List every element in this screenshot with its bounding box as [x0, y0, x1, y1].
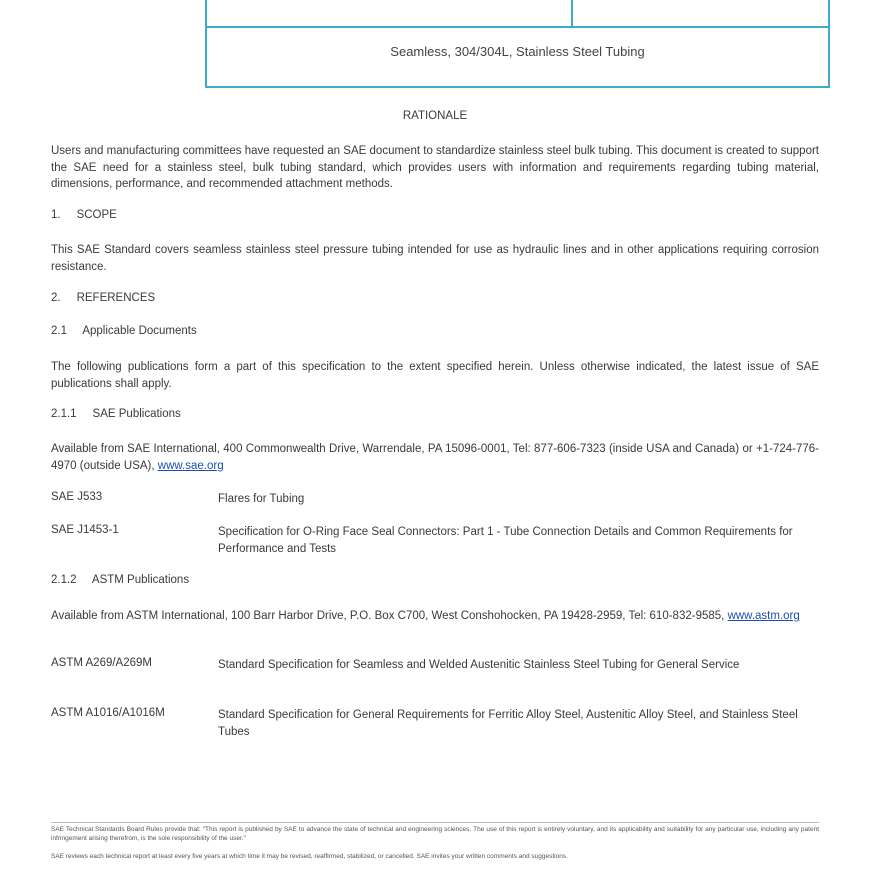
- sae-address: Available from SAE International, 400 Commonwealth Drive, Warrendale, PA 15096-0001, Tel: 877-606-7323 (inside USA and Canada) or +1-724-776-4970 (outside USA),: [51, 443, 819, 472]
- sae-ref-code-2: SAE J1453-1: [51, 524, 119, 536]
- astm-address: Available from ASTM International, 100 Barr Harbor Drive, P.O. Box C700, West Conshohocken, PA 19428-2959, Tel: 610-832-9585,: [51, 610, 725, 622]
- title-box-top-row: [207, 0, 828, 28]
- sae-ref-desc-2: Specification for O-Ring Face Seal Connectors: Part 1 - Tube Connection Details and Common Requirements for Performance and Tests: [218, 526, 793, 555]
- footer-line-1: SAE Technical Standards Board Rules provide that: "This report is published by SAE to advance the state of technical and engineering sciences. The use of this report is entirely voluntary, and its applicability and suitability for any particular use, including any patent infringement arising therefrom, is the sole responsibility of the user.": [51, 826, 819, 842]
- astm-ref-desc-1: Standard Specification for Seamless and Welded Austenitic Stainless Steel Tubing for General Service: [218, 659, 740, 671]
- astm-ref-desc-2: Standard Specification for General Requirements for Ferritic Alloy Steel, Austenitic Alloy Steel, and Stainless Steel Tubes: [218, 709, 798, 738]
- footer-line-2: SAE reviews each technical report at least every five years at which time it may be revised, reaffirmed, stabilized, or cancelled. SAE invites your written comments and suggestions.: [51, 853, 568, 860]
- astm-website-link[interactable]: www.astm.org: [727, 610, 800, 622]
- astm-ref-code-2: ASTM A1016/A1016M: [51, 707, 165, 719]
- astm-ref-code-1: ASTM A269/A269M: [51, 657, 152, 669]
- applicable-documents-heading: 2.1 Applicable Documents: [51, 325, 197, 337]
- scope-text: This SAE Standard covers seamless stainless steel pressure tubing intended for use as hydraulic lines and in other applications requiring corrosion resistance.: [51, 244, 819, 273]
- astm-publications-heading: 2.1.2 ASTM Publications: [51, 574, 190, 586]
- astm-publications-text: [51, 608, 819, 625]
- sae-ref-code-1: SAE J533: [51, 491, 103, 503]
- sae-ref-desc-1: Flares for Tubing: [218, 493, 305, 505]
- rationale-text: Users and manufacturing committees have requested an SAE document to standardize stainless steel bulk tubing. This document is created to support the SAE need for a stainless steel, bulk tubing standard, which provides users with information and requirements regarding tubing material, dimensions, performance, and recommended attachment methods.: [51, 145, 819, 190]
- title-box: [205, 0, 830, 88]
- sae-publications-text: [51, 441, 819, 474]
- scope-heading: 1. SCOPE: [51, 209, 117, 221]
- title-box-divider: [571, 0, 573, 26]
- rationale-heading: RATIONALE: [402, 110, 468, 122]
- applicable-documents-text: The following publications form a part of this specification to the extent specified herein. Unless otherwise indicated, the latest issue of SAE publications shall apply.: [51, 361, 819, 390]
- sae-publications-heading: 2.1.1 SAE Publications: [51, 408, 181, 420]
- sae-website-link[interactable]: www.sae.org: [157, 459, 224, 472]
- footer-divider: [51, 822, 819, 823]
- references-heading: 2. REFERENCES: [51, 292, 156, 304]
- document-title: Seamless, 304/304L, Stainless Steel Tubing: [390, 44, 645, 59]
